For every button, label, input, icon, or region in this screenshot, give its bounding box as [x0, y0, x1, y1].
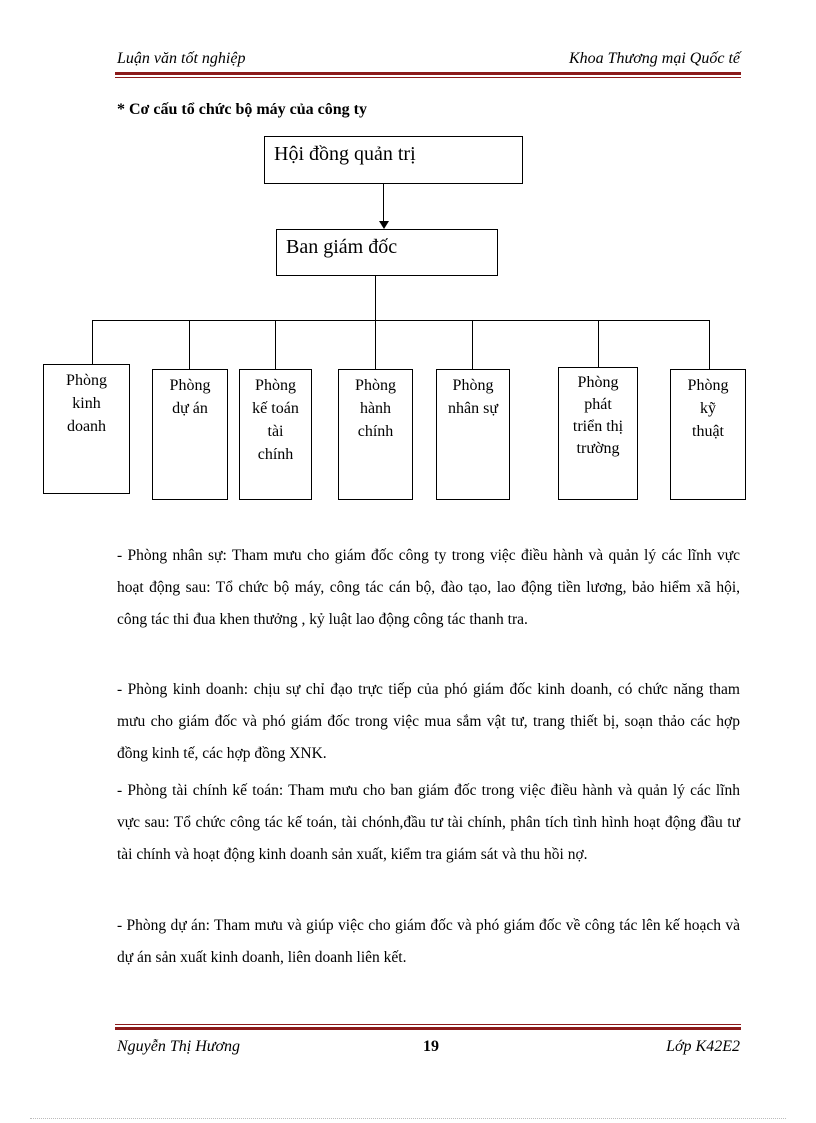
header-rule-thick — [115, 72, 741, 75]
page-number: 19 — [423, 1038, 439, 1055]
header-left: Luận văn tốt nghiệp — [117, 50, 246, 67]
footer-rule-thin — [115, 1024, 741, 1025]
paragraph-kinh-doanh: - Phòng kinh doanh: chịu sự chỉ đạo trực tiếp của phó giám đốc kinh doanh, có chức năng tham mưu cho giám đốc và phó giám đốc trong việc mua sắm vật tư, trang thiết bị, soạn thảo các hợp đồng kinh tế, các hợp đồng XNK. — [117, 681, 740, 762]
connector-drop — [709, 320, 710, 369]
connector-drop — [472, 320, 473, 369]
directors-label: Ban giám đốc — [286, 236, 398, 258]
header-rule-thin — [115, 77, 741, 78]
dept-box-phat-trien — [558, 367, 638, 500]
dept-label: Phòng kỹ thuật — [687, 377, 729, 440]
connector-board-directors — [383, 184, 384, 222]
paragraph-tai-chinh: - Phòng tài chính kế toán: Tham mưu cho ban giám đốc trong việc điều hành và quản lý các lĩnh vực sau: Tổ chức công tác kế toán, tài chónh,đầu tư tài chính, phân tích tình hình hoạt động đầu tư tài chính và hoạt động kinh doanh sản xuất, kiểm tra giám sát và thu hồi nợ. — [117, 782, 740, 863]
dept-label: Phòng kế toán tài chính — [252, 377, 299, 463]
board-label: Hội đồng quản trị — [274, 143, 416, 165]
header-right: Khoa Thương mại Quốc tế — [568, 50, 740, 67]
connector-drop — [92, 320, 93, 364]
connector-drop — [598, 320, 599, 367]
connector-drop — [375, 320, 376, 369]
dept-label: Phòng kinh doanh — [66, 372, 107, 435]
connector-bus — [92, 320, 709, 321]
dept-box-nhan-su — [436, 369, 510, 500]
dept-label: Phòng phát triển thị trường — [572, 374, 624, 457]
paragraph-nhan-su: - Phòng nhân sự: Tham mưu cho giám đốc công ty trong việc điều hành và quản lý các lĩnh vực hoạt động sau: Tổ chức bộ máy, công tác cán bộ, đào tạo, lao động tiền lương, bảo hiểm xã hội, công tác thi đua khen thưởng , kỷ luật lao động công tác thanh tra. — [117, 547, 740, 628]
section-title: * Cơ cấu tổ chức bộ máy của công ty — [117, 101, 367, 118]
dept-box-ky-thuat — [670, 369, 746, 500]
dept-box-hanh-chinh — [338, 369, 413, 500]
page-edge-divider — [30, 1118, 786, 1119]
connector-drop — [275, 320, 276, 369]
directors-box — [276, 229, 498, 276]
connector-drop — [189, 320, 190, 369]
dept-label: Phòng hành chính — [355, 377, 396, 440]
dept-box-ke-toan — [239, 369, 312, 500]
paragraph-du-an: - Phòng dự án: Tham mưu và giúp việc cho giám đốc và phó giám đốc về công tác lên kế hoạch và dự án sản xuất kinh doanh, liên doanh liên kết. — [117, 917, 740, 966]
dept-label: Phòng dự án — [169, 377, 211, 417]
dept-box-kinh-doanh — [43, 364, 130, 494]
dept-label: Phòng nhân sự — [448, 377, 498, 417]
footer-rule-thick — [115, 1027, 741, 1030]
dept-box-du-an — [152, 369, 228, 500]
footer-author: Nguyễn Thị Hương — [117, 1038, 241, 1055]
connector-trunk — [375, 276, 376, 321]
arrow-down-icon — [379, 221, 389, 229]
board-box — [264, 136, 523, 184]
footer-class: Lớp K42E2 — [666, 1038, 740, 1055]
